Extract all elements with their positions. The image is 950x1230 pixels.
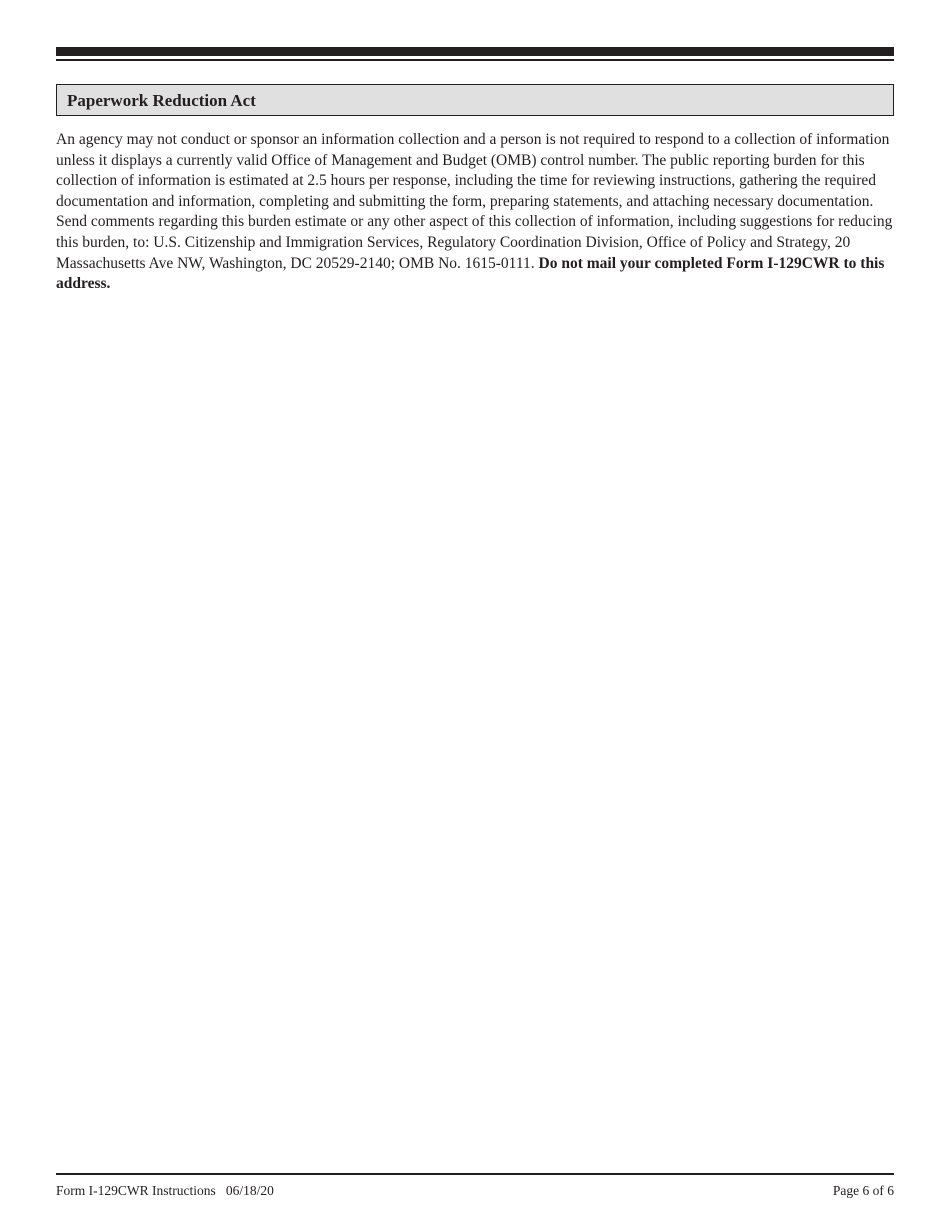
section-heading-box [56, 84, 894, 116]
footer-rule [56, 1173, 894, 1175]
mailing-warning: Do not mail your completed Form I-129CWR to this address. [56, 254, 885, 293]
body-paragraph [56, 130, 894, 295]
section-title: Paperwork Reduction Act [67, 91, 256, 110]
paragraph-text: An agency may not conduct or sponsor an information collection and a person is not required to respond to a collection of information unless it displays a currently valid Office of Management and Budget (OMB) control number. The public reporting burden for this collection of information is estimated at 2.5 hours per response, including the time for reviewing instructions, gathering the required documentation and information, completing and submitting the form, preparing statements, and attaching necessary documentation. Send comments regarding this burden estimate or any other aspect of this collection of information, including suggestions for reducing this burden, to: U.S. Citizenship and Immigration Services, Regulatory Coordination Division, Office of Policy and Strategy, 20 Massachusetts Ave NW, Washington, DC 20529-2140; OMB No. 1615-0111. [56, 131, 893, 272]
header-rule-thick [56, 47, 894, 56]
footer-form-info: Form I-129CWR Instructions 06/18/20 [56, 1183, 274, 1198]
header-rule-thin [56, 59, 894, 61]
footer-page-number: Page 6 of 6 [832, 1183, 894, 1198]
